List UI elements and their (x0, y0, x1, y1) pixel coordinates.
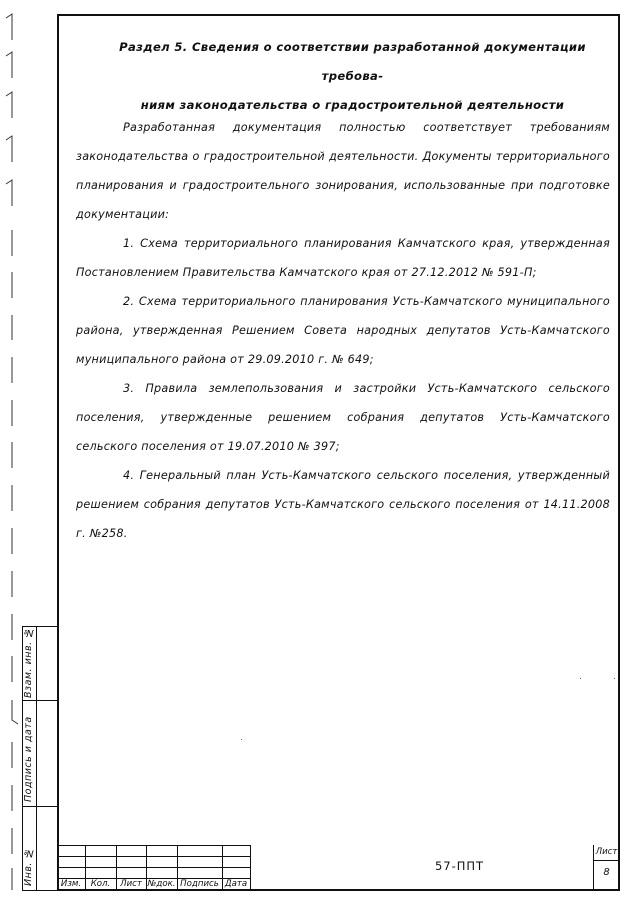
document-body (76, 113, 610, 548)
title-block-col-line (250, 845, 251, 891)
list-item: 1. Схема территориального планирования Камчатского края, утвержденная Постановлением Правительства Камчатского края от 27.12.2012 № 591-П; (76, 237, 610, 279)
sheet-number: 8 (603, 867, 610, 878)
list-item: 3. Правила землепользования и застройки Усть-Камчатского сельского поселения, утвержденные решением собрания депутатов Усть-Камчатского сельского поселения от 19.07.2010 № 397; (76, 382, 610, 453)
side-label-podpis-data: Подпись и дата (23, 716, 34, 802)
section-title (100, 33, 605, 120)
list-item: 2. Схема территориального планирования Усть-Камчатского муниципального района, утвержденная Решением Совета народных депутатов Усть-Камчатского муниципального района от 29.09.2010 г. № 649; (76, 295, 610, 366)
stamp-header-data: Дата (224, 879, 248, 889)
stamp-header-ndok: №док. (147, 879, 176, 889)
sheet-label: Лист (595, 847, 618, 857)
section-title-line-2: ниям законодательства о градостроительной деятельности (140, 98, 565, 112)
side-label-inv-podl: Инв. № (23, 847, 34, 886)
side-strip-row-divider (22, 806, 57, 807)
scan-speck (580, 678, 581, 679)
stamp-header-izm: Изм. (60, 879, 82, 889)
scan-speck (614, 678, 615, 679)
list-item: 4. Генеральный план Усть-Камчатского сельского поселения, утвержденный решением собрания депутатов Усть-Камчатского сельского поселения от 14.11.2008 г. №258. (76, 469, 610, 540)
section-title-line-1: Раздел 5. Сведения о соответствии разработанной документации требова- (119, 40, 586, 83)
scan-speck (241, 739, 242, 740)
side-label-vzam-inv: Взам. инв. № (23, 626, 34, 698)
title-block (57, 845, 620, 891)
stamp-header-podpis: Подпись (180, 879, 219, 889)
binding-edge-marks (0, 0, 20, 905)
stamp-header-list: Лист (120, 879, 142, 889)
side-strip-divider (36, 626, 37, 891)
side-strip-row-divider (22, 700, 57, 701)
stamp-header-kol: Кол. (90, 879, 111, 889)
intro-paragraph: Разработанная документация полностью соответствует требованиям законодательства о градостроительной деятельности. Документы территориального планирования и градостроительного зонирования, использованные при подготовке документации: (76, 121, 610, 221)
side-strip-bottom (22, 890, 57, 891)
document-code: 57-ППТ (434, 859, 485, 873)
side-stamp-strip (22, 626, 57, 891)
